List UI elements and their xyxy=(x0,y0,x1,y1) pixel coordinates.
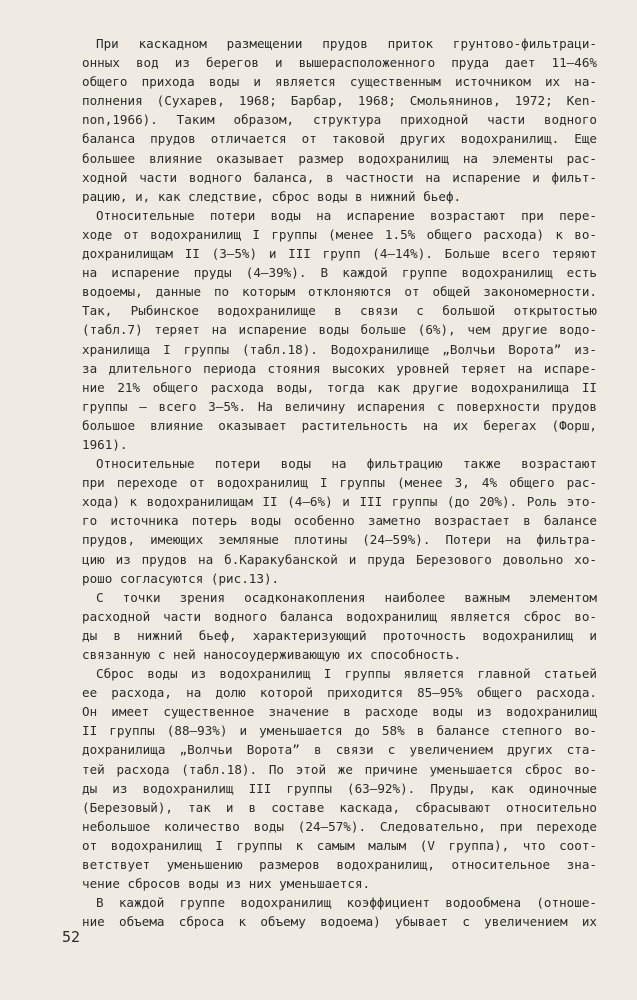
paragraph xyxy=(82,588,597,664)
text-line: хода) к водохранилищам II (4–6%) и III группы (до 20%). Роль это- xyxy=(82,494,597,510)
text-line: ние объема сброса к объему водоема) убывает с увеличением их xyxy=(82,914,597,930)
text-line: ее расхода, на долю которой приходится 85–95% общего расхода. xyxy=(82,685,597,701)
text-line: небольшое количество воды (24–57%). Следовательно, при переходе xyxy=(82,818,597,834)
text-line: 1961). xyxy=(82,436,128,452)
paragraph xyxy=(82,206,597,454)
paragraph xyxy=(82,664,597,893)
text-line: большее влияние оказывает размер водохранилищ на элементы рас- xyxy=(82,150,597,166)
text-line: за длительного периода стояния высоких уровней теряет на испаре- xyxy=(82,360,597,376)
text-line: цию из прудов на б.Каракубанской и пруда Березового довольно хо- xyxy=(82,551,597,567)
text-line: баланса прудов отличается от таковой других водохранилищ. Еще xyxy=(82,131,597,147)
text-line: При каскадном размещении прудов приток грунтово-фильтраци- xyxy=(96,36,597,51)
text-line: ветствует уменьшению размеров водохранилищ, относительное зна- xyxy=(82,857,597,873)
text-line: ние 21% общего расхода воды, тогда как другие водохранилища II xyxy=(82,379,597,395)
text-line: non,1966). Таким образом, структура приходной части водного xyxy=(82,112,597,128)
text-line: Относительные потери воды на фильтрацию также возрастают xyxy=(96,456,597,472)
text-line: рацию, и, как следствие, сброс воды в нижний бьеф. xyxy=(82,188,462,204)
text-line: ды из водохранилищ III группы (63–92%). Пруды, как одиночные xyxy=(82,780,597,796)
text-body xyxy=(82,34,597,931)
text-line: (Березовый), так и в составе каскада, сбрасывают относительно xyxy=(82,799,597,815)
text-line: (табл.7) теряет на испарение воды больше (6%), чем другие водо- xyxy=(82,322,597,338)
text-line: онных вод из берегов и вышерасположенного пруда дает 11–46% xyxy=(82,55,597,71)
text-line: тей расхода (табл.18). По этой же причине уменьшается сброс во- xyxy=(82,761,597,777)
text-line: Так, Рыбинское водохранилище в связи с большой открытостью xyxy=(82,303,597,319)
text-line: дохранилищам II (3–5%) и III групп (4–14%). Больше всего теряют xyxy=(82,246,597,262)
text-line: расходной части водного баланса водохранилищ является сброс во- xyxy=(82,608,597,624)
text-line: ходе от водохранилищ I группы (менее 1.5% общего расхода) к во- xyxy=(82,226,597,242)
paragraph xyxy=(82,893,597,931)
text-line: общего прихода воды и является существенным источником их на- xyxy=(82,74,597,90)
page-number: 52 xyxy=(62,928,81,946)
text-line: го источника потерь воды особенно заметно возрастает в балансе xyxy=(82,513,597,529)
text-line: хранилища I группы (табл.18). Водохранилище „Волчьи Ворота” из- xyxy=(82,341,597,357)
text-line: при переходе от водохранилищ I группы (менее 3, 4% общего рас- xyxy=(82,475,597,491)
text-line: ды в нижний бьеф, характеризующий проточность водохранилищ и xyxy=(82,627,597,643)
paragraph xyxy=(82,34,597,206)
text-line: II группы (88–93%) и уменьшается до 58% в балансе степного во- xyxy=(82,723,597,739)
text-line: большое влияние оказывает растительность на их берегах (Форш, xyxy=(82,417,597,433)
text-line: водоемы, данные по которым отклоняются от общей закономерности. xyxy=(82,284,597,300)
text-line: связанную с ней наносоудерживающую их способность. xyxy=(82,647,462,662)
text-line: дохранилища „Волчьи Ворота” в связи с увеличением других ста- xyxy=(82,742,597,758)
text-line: Относительные потери воды на испарение возрастают при пере- xyxy=(96,207,597,223)
text-line: С точки зрения осадконакопления наиболее важным элементом xyxy=(96,589,597,605)
text-line: прудов, имеющих земляные плотины (24–59%). Потери на фильтра- xyxy=(82,532,597,548)
text-line: полнения (Сухарев, 1968; Барбар, 1968; Смольянинов, 1972; Ken- xyxy=(82,93,597,109)
text-line: Он имеет существенное значение в расходе воды из водохранилищ xyxy=(82,704,597,720)
text-line: чение сбросов воды из них уменьшается. xyxy=(82,876,371,892)
text-line: группы – всего 3–5%. На величину испарения с поверхности прудов xyxy=(82,398,597,414)
text-line: рошо согласуются (рис.13). xyxy=(82,570,280,586)
paragraph xyxy=(82,454,597,588)
text-line: В каждой группе водохранилищ коэффициент водообмена (отноше- xyxy=(96,895,597,911)
text-line: на испарение пруды (4–39%). В каждой группе водохранилищ есть xyxy=(82,265,597,281)
text-line: Сброс воды из водохранилищ I группы является главной статьей xyxy=(96,666,597,682)
text-line: ходной части водного баланса, в частности на испарение и фильт- xyxy=(82,169,597,185)
text-line: от водохранилищ I группы к самым малым (V группа), что соот- xyxy=(82,837,597,853)
